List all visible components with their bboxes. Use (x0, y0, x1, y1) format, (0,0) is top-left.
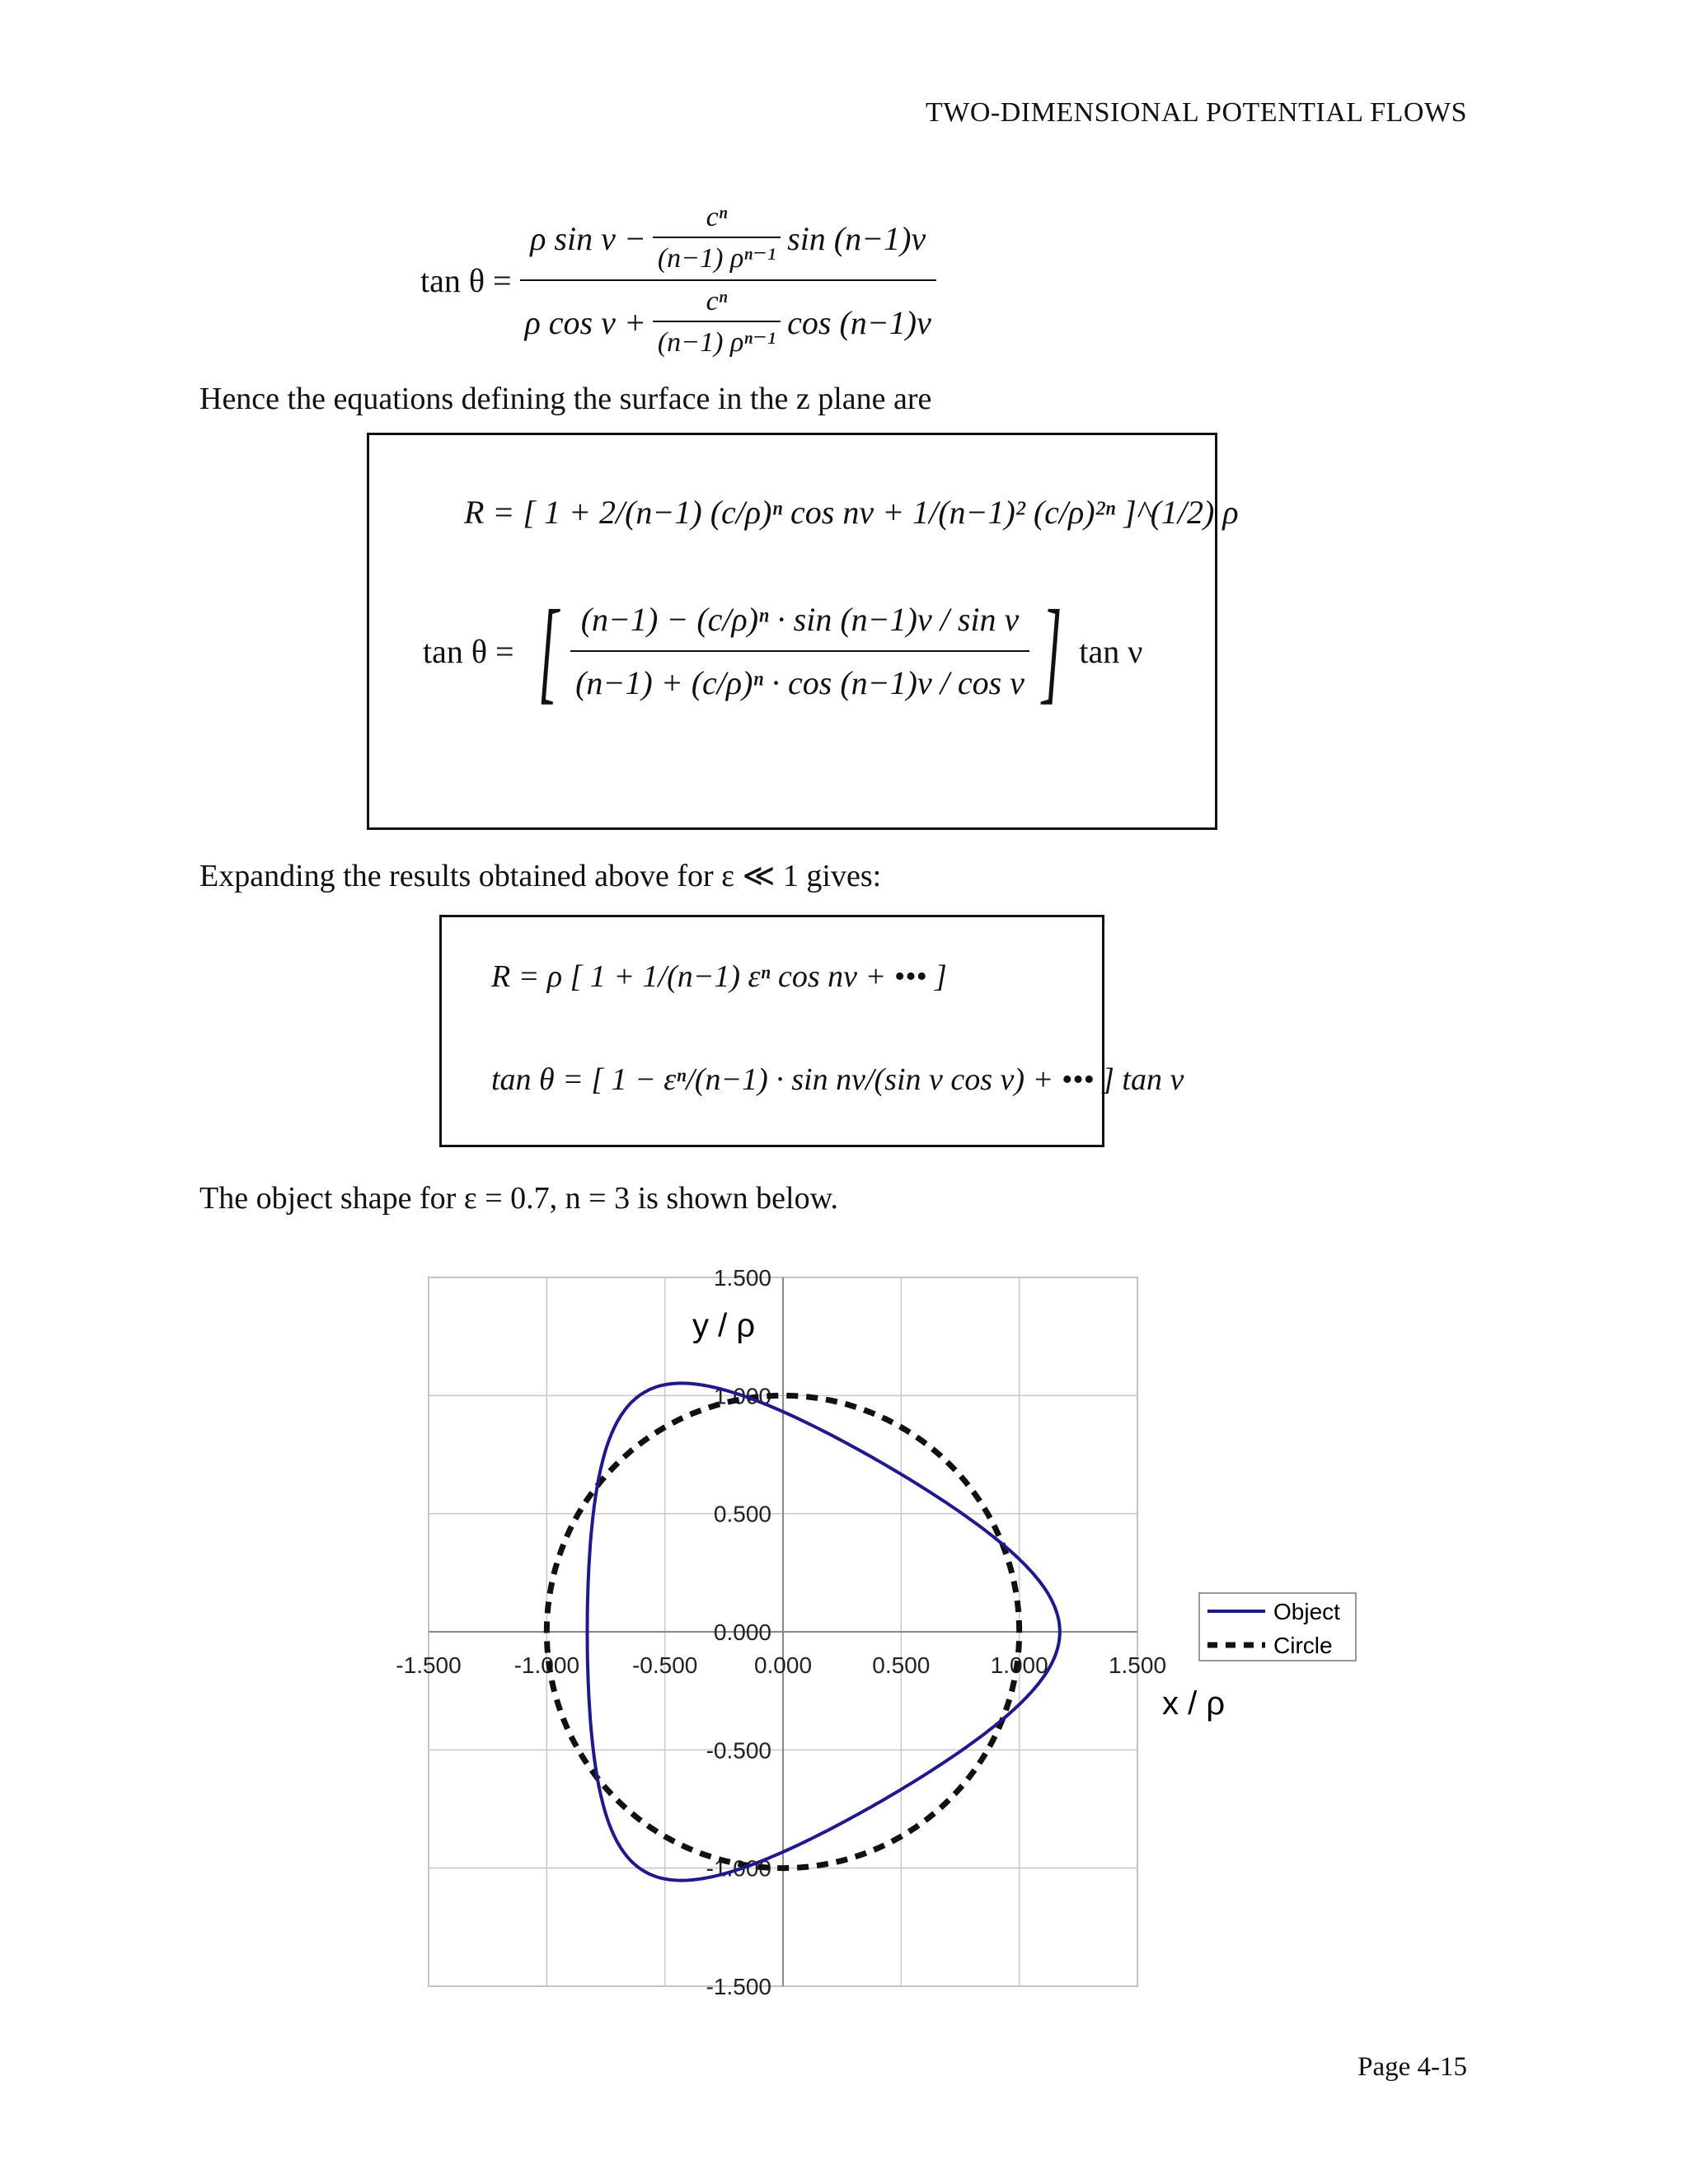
boxed-equations-exact (367, 433, 1239, 830)
legend-object-label: Object (1273, 1599, 1340, 1624)
box1-left-bracket: [ (537, 587, 559, 715)
x-tick-label: -0.500 (631, 1652, 698, 1678)
paragraph-object-shape: The object shape for ε = 0.7, n = 3 is shown below. (199, 1181, 839, 1216)
eq0-num-frac-d: (n−1) ρⁿ⁻¹ (653, 237, 781, 274)
chart-legend (1199, 1593, 1356, 1661)
legend-circle-label: Circle (1273, 1633, 1333, 1658)
eq0-den-a: ρ cos ν + (524, 303, 646, 341)
running-header: TWO-DIMENSIONAL POTENTIAL FLOWS (925, 97, 1467, 128)
y-tick-label: 1.500 (713, 1265, 771, 1291)
y-tick-label: -1.500 (706, 1974, 771, 1999)
eq0-num-a: ρ sin ν − (530, 219, 646, 257)
x-tick-label: 0.000 (753, 1652, 813, 1678)
box1-tan-equation (423, 587, 1143, 715)
eq0-den-frac-d: (n−1) ρⁿ⁻¹ (653, 321, 781, 359)
paragraph-expanding: Expanding the results obtained above for ε ≪ 1 gives: (199, 859, 882, 893)
boxed-equations-expanded (439, 915, 1184, 1147)
eq0-num-frac-n: cⁿ (706, 202, 728, 232)
y-tick-label: -1.000 (706, 1855, 771, 1882)
box2-tan-equation: tan θ = [ 1 − εⁿ/(n−1) · sin nν/(sin ν cos ν) + ••• ] tan ν (491, 1062, 1184, 1097)
object-shape-chart (363, 1261, 1401, 2019)
y-tick-label: -0.500 (706, 1737, 771, 1764)
eq0-den-b: cos (n−1)ν (787, 303, 931, 341)
x-tick-label: -1.500 (396, 1652, 462, 1678)
y-tick-label: 0.500 (713, 1501, 771, 1527)
x-tick-label: 1.000 (990, 1652, 1048, 1678)
box1-tan-lhs: tan θ = (423, 632, 514, 670)
chart-grid (429, 1277, 1137, 1986)
box1-tan-num: (n−1) − (c/ρ)ⁿ · sin (n−1)ν / sin ν (580, 601, 1020, 638)
eq0-den-frac-n: cⁿ (706, 286, 728, 316)
x-tick-label: 0.500 (872, 1652, 931, 1678)
box1-tan-rhs: tan ν (1079, 632, 1143, 670)
paragraph-surface-equations: Hence the equations defining the surface in the z plane are (199, 382, 932, 416)
box1-tan-fraction (570, 600, 1029, 702)
y-tick-label: 1.000 (713, 1383, 771, 1409)
x-axis-label: x / ρ (1162, 1685, 1226, 1722)
box1-tan-den: (n−1) + (c/ρ)ⁿ · cos (n−1)ν / cos ν (570, 650, 1029, 702)
box1-right-bracket: ] (1041, 587, 1062, 715)
eq0-main-fraction (520, 202, 936, 359)
page-number: Page 4-15 (1357, 2052, 1467, 2082)
box1-radius-equation: R = [ 1 + 2/(n−1) (c/ρ)ⁿ cos nν + 1/(n−1)² (c/ρ)²ⁿ ]^(1/2) ρ (464, 494, 1239, 531)
box2-radius-equation: R = ρ [ 1 + 1/(n−1) εⁿ cos nν + ••• ] (491, 959, 947, 994)
x-tick-label: 1.500 (1108, 1652, 1167, 1678)
y-axis-label: y / ρ (692, 1307, 756, 1344)
x-tick-label: -1.000 (513, 1652, 580, 1678)
eq0-num-b: sin (n−1)ν (787, 219, 926, 257)
y-tick-label: 0.000 (713, 1619, 771, 1645)
eq0-lhs: tan θ = (420, 261, 512, 299)
equation-tan-theta (420, 202, 936, 359)
